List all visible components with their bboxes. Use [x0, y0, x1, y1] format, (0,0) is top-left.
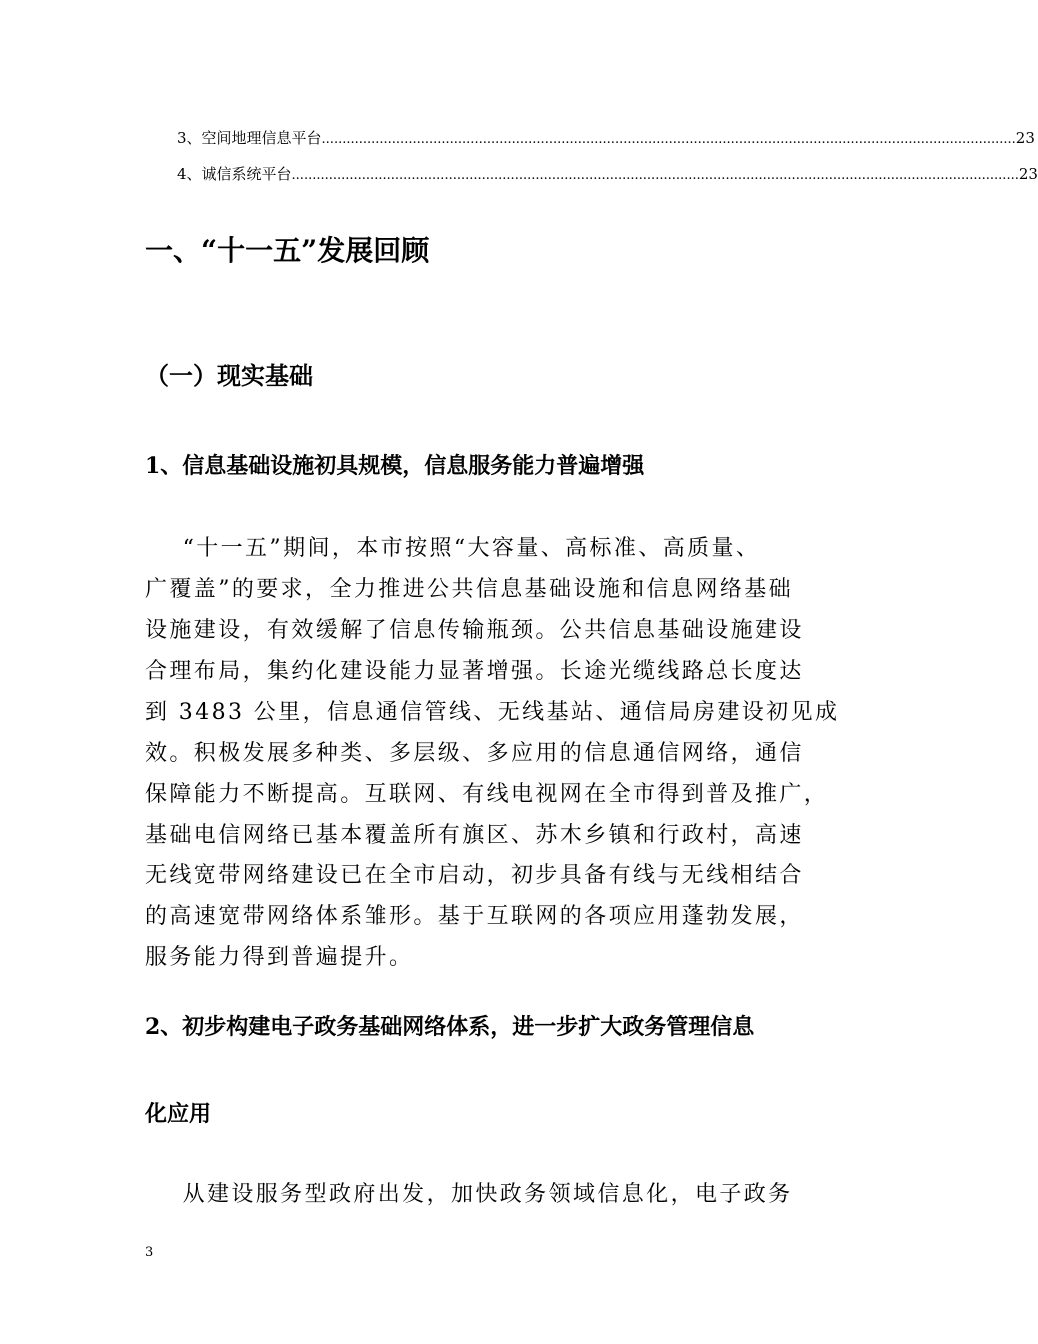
paragraph-line: 广覆盖”的要求，全力推进公共信息基础设施和信息网络基础 [145, 577, 794, 602]
paragraph-line: 合理布局，集约化建设能力显著增强。长途光缆线路总长度达 [145, 659, 804, 684]
paragraph-line: 基础电信网络已基本覆盖所有旗区、苏木乡镇和行政村，高速 [145, 823, 804, 848]
toc-entry-label: 4、诚信系统平台 [177, 165, 292, 183]
toc-entry-page: 23 [1018, 165, 1038, 183]
paragraph-line: 服务能力得到普遍提升。 [145, 945, 414, 970]
toc-entry-page: 23 [1015, 129, 1035, 147]
chapter-heading: 一、“十一五”发展回顾 [145, 234, 430, 267]
paragraph-line: 的高速宽带网络体系雏形。基于互联网的各项应用蓬勃发展， [145, 904, 804, 929]
toc-entry[interactable] [177, 162, 1038, 186]
paragraph-line: 效。积极发展多种类、多层级、多应用的信息通信网络，通信 [145, 741, 804, 766]
toc-entry[interactable] [177, 126, 1035, 150]
paragraph-line: 设施建设，有效缓解了信息传输瓶颈。公共信息基础设施建设 [145, 618, 804, 643]
section-heading: （一）现实基础 [145, 361, 313, 390]
page-number: 3 [145, 1245, 154, 1260]
toc-entry-label: 3、空间地理信息平台 [177, 129, 322, 147]
subsection-heading-2-cont: 化应用 [145, 1101, 212, 1127]
paragraph-line: 从建设服务型政府出发，加快政务领域信息化，电子政务 [145, 1182, 793, 1207]
toc-leader-dots: ........................................................................................................................................................................ [321, 132, 1016, 147]
paragraph-line: 到 3483 公里，信息通信管线、无线基站、通信局房建设初见成 [145, 700, 840, 725]
subsection-heading-2: 2、初步构建电子政务基础网络体系，进一步扩大政务管理信息 [145, 1014, 755, 1040]
paragraph-line: 保障能力不断提高。互联网、有线电视网在全市得到普及推广， [145, 782, 829, 807]
toc-leader-dots: ................................................................................................................................................................................ [291, 168, 1019, 183]
paragraph-line: 无线宽带网络建设已在全市启动，初步具备有线与无线相结合 [145, 863, 804, 888]
subsection-heading-1: 1、信息基础设施初具规模，信息服务能力普遍增强 [145, 453, 645, 479]
paragraph-line: “十一五”期间，本市按照“大容量、高标准、高质量、 [145, 536, 761, 561]
